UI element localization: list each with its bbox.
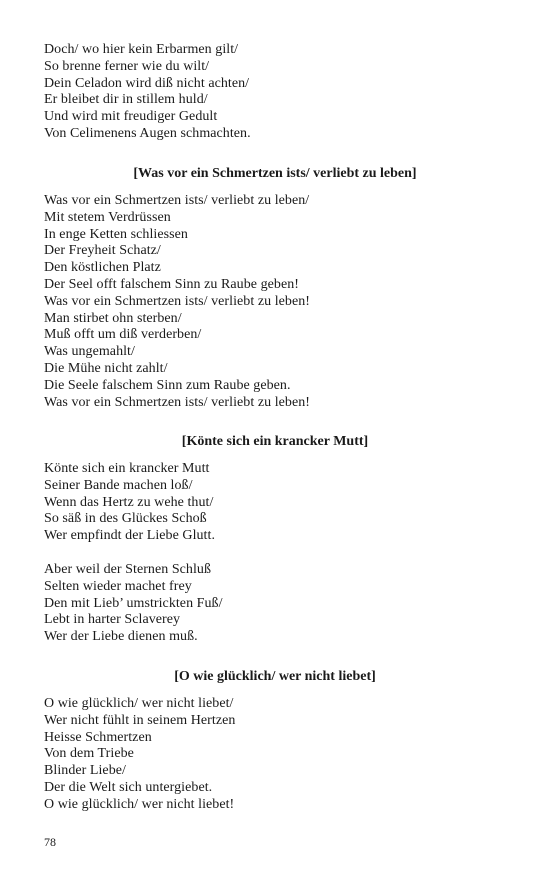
- page-number: 78: [44, 835, 56, 849]
- poem-line: Blinder Liebe/: [44, 763, 126, 779]
- poem-line: Wenn das Hertz zu wehe thut/: [44, 494, 214, 510]
- poem-line: Den mit Lieb’ umstrickten Fuß/: [44, 595, 223, 611]
- poem-line: So säß in des Glückes Schoß: [44, 511, 207, 527]
- poem-stanza: [44, 461, 215, 545]
- poem-line: Den köstlichen Platz: [44, 260, 161, 276]
- poem-line: Was vor ein Schmertzen ists/ verliebt zu leben/: [44, 193, 310, 208]
- poem-line: Seiner Bande machen loß/: [44, 477, 193, 493]
- poem-line: Was vor ein Schmertzen ists/ verliebt zu leben!: [44, 394, 310, 410]
- poem-line: Dein Celadon wird diß nicht achten/: [44, 75, 250, 91]
- poem-line: Wer der Liebe dienen muß.: [44, 629, 198, 645]
- poem-line: Doch/ wo hier kein Erbarmen gilt/: [44, 42, 239, 57]
- poem-stanza: [44, 562, 223, 646]
- poem-stanza: [44, 696, 235, 814]
- poem-stanza: [44, 193, 310, 411]
- poem-line: Der Freyheit Schatz/: [44, 243, 161, 259]
- poem-line: O wie glücklich/ wer nicht liebet/: [44, 696, 234, 711]
- poem-line: Man stirbet ohn sterben/: [44, 310, 182, 326]
- poem-line: Lebt in harter Sclaverey: [44, 612, 181, 628]
- poem-line: Könte sich ein krancker Mutt: [44, 461, 210, 476]
- poem-line: Was ungemahlt/: [44, 344, 135, 360]
- poem-line: Von Celimenens Augen schmachten.: [44, 125, 251, 141]
- poem-line: In enge Ketten schliessen: [44, 226, 188, 242]
- stanza-closing-previous-poem: [44, 42, 251, 143]
- poem-line: Aber weil der Sternen Schluß: [44, 562, 212, 577]
- poem-line: Die Seele falschem Sinn zum Raube geben.: [44, 377, 291, 393]
- poem-line: Wer empfindt der Liebe Glutt.: [44, 528, 215, 544]
- poem-line: Muß offt um diß verderben/: [44, 327, 202, 343]
- poem-line: Heisse Schmertzen: [44, 729, 152, 745]
- poem-line: Selten wieder machet frey: [44, 578, 192, 594]
- poem-line: So brenne ferner wie du wilt/: [44, 58, 210, 74]
- poem-line: Und wird mit freudiger Gedult: [44, 109, 218, 125]
- poem-heading: [Was vor ein Schmertzen ists/ verliebt zu leben]: [133, 166, 417, 181]
- poem-line: Wer nicht fühlt in seinem Hertzen: [44, 712, 236, 728]
- poem-line: Die Mühe nicht zahlt/: [44, 360, 168, 376]
- poem-line: Was vor ein Schmertzen ists/ verliebt zu leben!: [44, 293, 310, 309]
- poem-heading: [Könte sich ein krancker Mutt]: [181, 434, 369, 449]
- poem-line: Der die Welt sich untergiebet.: [44, 779, 213, 795]
- poem-line: Er bleibet dir in stillem huld/: [44, 92, 208, 108]
- poem-line: Von dem Triebe: [44, 746, 134, 762]
- poem-line: O wie glücklich/ wer nicht liebet!: [44, 796, 235, 812]
- poem-line: Der Seel offt falschem Sinn zu Raube geben!: [44, 276, 299, 292]
- poem-heading: [O wie glücklich/ wer nicht liebet]: [174, 669, 376, 684]
- poem-line: Mit stetem Verdrüssen: [44, 209, 171, 225]
